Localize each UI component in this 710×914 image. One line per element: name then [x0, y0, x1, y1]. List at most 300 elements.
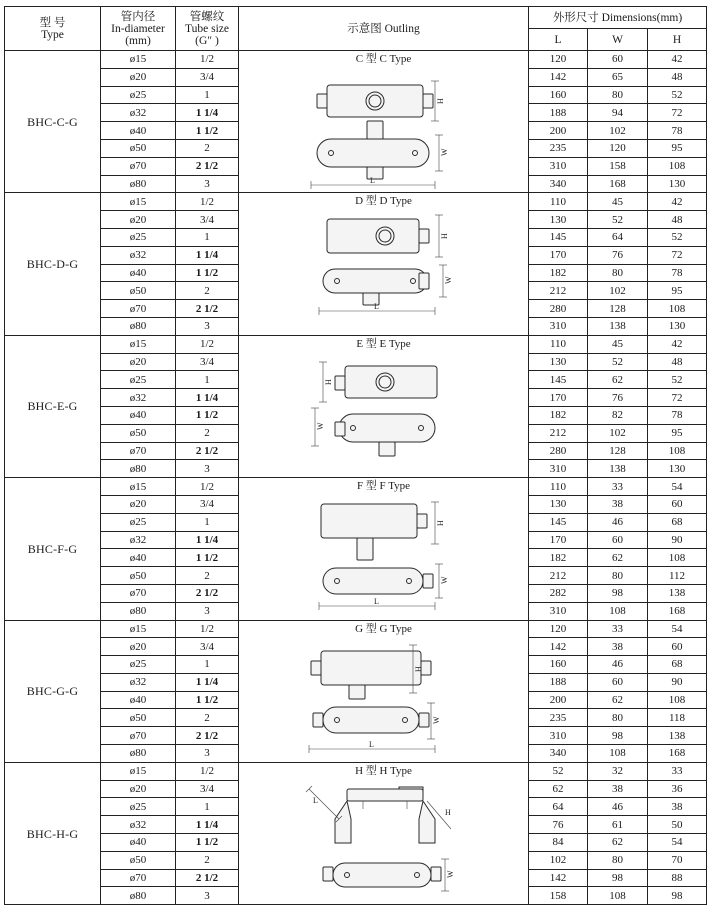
- tube-size-cell: 1: [176, 371, 239, 389]
- dim-l-cell: 182: [529, 406, 588, 424]
- diameter-cell: ø25: [101, 513, 176, 531]
- diagram-title: G 型 G Type: [355, 622, 412, 635]
- dim-w-cell: 62: [588, 371, 648, 389]
- dim-w-cell: 45: [588, 193, 648, 211]
- dim-w-cell: 108: [588, 602, 648, 620]
- header-col-h: H: [648, 29, 707, 51]
- dim-w-cell: 62: [588, 549, 648, 567]
- tube-size-cell: 3: [176, 887, 239, 905]
- diameter-cell: ø15: [101, 620, 176, 638]
- diameter-cell: ø80: [101, 745, 176, 763]
- tube-size-cell: 3: [176, 745, 239, 763]
- diameter-cell: ø15: [101, 762, 176, 780]
- diameter-cell: ø50: [101, 709, 176, 727]
- tube-size-cell: 1/2: [176, 335, 239, 353]
- tube-size-cell: 1/2: [176, 620, 239, 638]
- svg-text:L: L: [374, 597, 379, 607]
- diameter-cell: ø50: [101, 851, 176, 869]
- dim-h-cell: 138: [648, 584, 707, 602]
- tube-size-cell: 1/2: [176, 51, 239, 69]
- dim-l-cell: 145: [529, 371, 588, 389]
- tube-size-cell: 3: [176, 317, 239, 335]
- f-type-drawing: [239, 478, 529, 620]
- diameter-cell: ø20: [101, 68, 176, 86]
- dim-w-cell: 102: [588, 424, 648, 442]
- tube-size-cell: 1 1/4: [176, 246, 239, 264]
- tube-size-cell: 1: [176, 798, 239, 816]
- svg-text:L: L: [313, 795, 318, 805]
- diameter-cell: ø32: [101, 389, 176, 407]
- tube-size-cell: 3/4: [176, 211, 239, 229]
- dim-l-cell: 200: [529, 691, 588, 709]
- diameter-cell: ø32: [101, 673, 176, 691]
- dim-w-cell: 98: [588, 869, 648, 887]
- dim-h-cell: 38: [648, 798, 707, 816]
- table-row: [5, 478, 707, 496]
- dim-h-cell: 130: [648, 460, 707, 478]
- tube-size-cell: 1 1/2: [176, 406, 239, 424]
- diameter-cell: ø70: [101, 869, 176, 887]
- diameter-cell: ø40: [101, 264, 176, 282]
- diameter-cell: ø20: [101, 495, 176, 513]
- tube-size-cell: 2 1/2: [176, 442, 239, 460]
- diagram-d-type: [239, 193, 529, 335]
- diameter-cell: ø70: [101, 157, 176, 175]
- dim-w-cell: 46: [588, 513, 648, 531]
- dim-h-cell: 78: [648, 406, 707, 424]
- tube-size-cell: 1 1/4: [176, 389, 239, 407]
- tube-size-cell: 1: [176, 656, 239, 674]
- dim-h-cell: 98: [648, 887, 707, 905]
- tube-size-cell: 3/4: [176, 353, 239, 371]
- g-type-drawing: [239, 621, 529, 763]
- tube-size-cell: 3: [176, 175, 239, 193]
- dim-h-cell: 52: [648, 228, 707, 246]
- type-cell: BHC-E-G: [5, 335, 101, 477]
- diameter-cell: ø50: [101, 139, 176, 157]
- diameter-cell: ø15: [101, 478, 176, 496]
- dim-h-cell: 108: [648, 157, 707, 175]
- dim-w-cell: 102: [588, 122, 648, 140]
- diagram-g-type: [239, 620, 529, 762]
- dim-h-cell: 78: [648, 122, 707, 140]
- dim-h-cell: 33: [648, 762, 707, 780]
- dim-w-cell: 60: [588, 673, 648, 691]
- tube-size-cell: 1 1/2: [176, 691, 239, 709]
- diameter-cell: ø32: [101, 531, 176, 549]
- dim-l-cell: 310: [529, 602, 588, 620]
- dim-h-cell: 50: [648, 816, 707, 834]
- header-dia-en: In-diameter: [111, 22, 165, 35]
- spec-table-body: [5, 51, 707, 905]
- diameter-cell: ø80: [101, 460, 176, 478]
- dim-w-cell: 62: [588, 834, 648, 852]
- dim-l-cell: 182: [529, 549, 588, 567]
- type-cell: BHC-F-G: [5, 478, 101, 620]
- dim-h-cell: 168: [648, 745, 707, 763]
- diagram-wrapper: [239, 193, 528, 334]
- dim-w-cell: 64: [588, 228, 648, 246]
- dim-h-cell: 54: [648, 620, 707, 638]
- header-type-en: Type: [41, 28, 64, 41]
- tube-size-cell: 2: [176, 851, 239, 869]
- dim-w-cell: 80: [588, 264, 648, 282]
- dim-l-cell: 142: [529, 638, 588, 656]
- tube-size-cell: 2: [176, 139, 239, 157]
- tube-size-cell: 1 1/4: [176, 816, 239, 834]
- tube-size-cell: 3/4: [176, 495, 239, 513]
- svg-text:H: H: [324, 378, 333, 385]
- dim-l-cell: 160: [529, 86, 588, 104]
- table-row: [5, 193, 707, 211]
- diameter-cell: ø80: [101, 317, 176, 335]
- svg-text:L: L: [370, 176, 375, 185]
- dim-h-cell: 130: [648, 317, 707, 335]
- dim-h-cell: 108: [648, 442, 707, 460]
- dim-w-cell: 98: [588, 727, 648, 745]
- svg-text:W: W: [444, 276, 453, 285]
- h-type-drawing: [239, 763, 529, 905]
- diagram-wrapper: [239, 51, 528, 192]
- diagram-title: D 型 D Type: [355, 195, 412, 208]
- svg-text:W: W: [446, 870, 455, 878]
- dim-h-cell: 72: [648, 389, 707, 407]
- tube-size-cell: 2: [176, 567, 239, 585]
- table-row: [5, 620, 707, 638]
- dim-w-cell: 128: [588, 300, 648, 318]
- dim-h-cell: 130: [648, 175, 707, 193]
- dim-h-cell: 54: [648, 834, 707, 852]
- d-type-drawing: [239, 193, 529, 335]
- dim-h-cell: 95: [648, 282, 707, 300]
- dim-l-cell: 84: [529, 834, 588, 852]
- header-dia-cn: 管内径: [120, 10, 156, 23]
- dim-w-cell: 60: [588, 51, 648, 69]
- dim-w-cell: 38: [588, 638, 648, 656]
- svg-text:H: H: [445, 807, 451, 817]
- dim-l-cell: 310: [529, 317, 588, 335]
- header-tube-cn: 管螺纹: [189, 10, 225, 23]
- dim-h-cell: 60: [648, 495, 707, 513]
- dim-l-cell: 130: [529, 495, 588, 513]
- dim-l-cell: 160: [529, 656, 588, 674]
- diagram-h-type: [239, 762, 529, 904]
- tube-size-cell: 2 1/2: [176, 584, 239, 602]
- dim-w-cell: 108: [588, 745, 648, 763]
- dim-l-cell: 212: [529, 282, 588, 300]
- dim-l-cell: 110: [529, 335, 588, 353]
- diameter-cell: ø40: [101, 834, 176, 852]
- dim-l-cell: 340: [529, 175, 588, 193]
- dim-w-cell: 138: [588, 460, 648, 478]
- dim-l-cell: 145: [529, 513, 588, 531]
- tube-size-cell: 2 1/2: [176, 869, 239, 887]
- diameter-cell: ø32: [101, 104, 176, 122]
- c-type-drawing: [239, 51, 529, 193]
- dim-l-cell: 310: [529, 727, 588, 745]
- svg-text:H: H: [436, 520, 445, 527]
- dim-l-cell: 145: [529, 228, 588, 246]
- dim-w-cell: 33: [588, 478, 648, 496]
- tube-size-cell: 2 1/2: [176, 727, 239, 745]
- header-tube-en: Tube size: [185, 22, 229, 35]
- dim-w-cell: 52: [588, 353, 648, 371]
- diagram-wrapper: [239, 763, 528, 904]
- dim-w-cell: 80: [588, 709, 648, 727]
- dim-w-cell: 80: [588, 86, 648, 104]
- diameter-cell: ø50: [101, 282, 176, 300]
- tube-size-cell: 2: [176, 424, 239, 442]
- header-col-w: W: [588, 29, 648, 51]
- diameter-cell: ø70: [101, 727, 176, 745]
- dim-h-cell: 90: [648, 673, 707, 691]
- dim-l-cell: 280: [529, 300, 588, 318]
- diameter-cell: ø20: [101, 780, 176, 798]
- tube-size-cell: 3/4: [176, 638, 239, 656]
- type-cell: BHC-G-G: [5, 620, 101, 762]
- diameter-cell: ø40: [101, 691, 176, 709]
- dim-w-cell: 38: [588, 780, 648, 798]
- dim-l-cell: 188: [529, 104, 588, 122]
- dim-w-cell: 32: [588, 762, 648, 780]
- diameter-cell: ø40: [101, 122, 176, 140]
- tube-size-cell: 1 1/4: [176, 104, 239, 122]
- dim-h-cell: 48: [648, 353, 707, 371]
- diameter-cell: ø80: [101, 175, 176, 193]
- header-type: [5, 7, 101, 51]
- diameter-cell: ø50: [101, 567, 176, 585]
- dim-h-cell: 52: [648, 371, 707, 389]
- dim-l-cell: 102: [529, 851, 588, 869]
- diagram-c-type: [239, 51, 529, 193]
- dim-h-cell: 108: [648, 549, 707, 567]
- dim-l-cell: 182: [529, 264, 588, 282]
- dim-h-cell: 42: [648, 335, 707, 353]
- dim-h-cell: 60: [648, 638, 707, 656]
- dim-w-cell: 52: [588, 211, 648, 229]
- tube-size-cell: 1 1/2: [176, 834, 239, 852]
- dim-w-cell: 82: [588, 406, 648, 424]
- table-row: [5, 762, 707, 780]
- dim-l-cell: 310: [529, 460, 588, 478]
- dim-l-cell: 120: [529, 51, 588, 69]
- diameter-cell: ø15: [101, 335, 176, 353]
- tube-size-cell: 3/4: [176, 780, 239, 798]
- dim-w-cell: 65: [588, 68, 648, 86]
- tube-size-cell: 3: [176, 602, 239, 620]
- svg-text:W: W: [440, 148, 449, 156]
- dim-l-cell: 212: [529, 567, 588, 585]
- table-row: [5, 335, 707, 353]
- dim-h-cell: 36: [648, 780, 707, 798]
- dim-l-cell: 76: [529, 816, 588, 834]
- diagram-wrapper: [239, 478, 528, 619]
- tube-size-cell: 2 1/2: [176, 300, 239, 318]
- svg-text:H: H: [440, 233, 449, 240]
- dim-l-cell: 158: [529, 887, 588, 905]
- diameter-cell: ø20: [101, 353, 176, 371]
- dim-l-cell: 310: [529, 157, 588, 175]
- dim-w-cell: 38: [588, 495, 648, 513]
- diameter-cell: ø15: [101, 51, 176, 69]
- dim-h-cell: 118: [648, 709, 707, 727]
- dim-h-cell: 70: [648, 851, 707, 869]
- diagram-title: C 型 C Type: [355, 53, 412, 65]
- dim-l-cell: 110: [529, 193, 588, 211]
- dim-w-cell: 76: [588, 246, 648, 264]
- diameter-cell: ø25: [101, 228, 176, 246]
- tube-size-cell: 1/2: [176, 478, 239, 496]
- dim-w-cell: 46: [588, 798, 648, 816]
- type-cell: BHC-H-G: [5, 762, 101, 904]
- tube-size-cell: 2: [176, 709, 239, 727]
- dim-h-cell: 52: [648, 86, 707, 104]
- dim-h-cell: 88: [648, 869, 707, 887]
- dim-h-cell: 108: [648, 691, 707, 709]
- tube-size-cell: 3: [176, 460, 239, 478]
- dim-w-cell: 158: [588, 157, 648, 175]
- tube-size-cell: 1: [176, 228, 239, 246]
- diameter-cell: ø20: [101, 211, 176, 229]
- tube-size-cell: 1: [176, 513, 239, 531]
- dim-h-cell: 78: [648, 264, 707, 282]
- dim-h-cell: 42: [648, 51, 707, 69]
- dim-h-cell: 108: [648, 300, 707, 318]
- dim-h-cell: 95: [648, 424, 707, 442]
- dim-h-cell: 54: [648, 478, 707, 496]
- diagram-e-type: [239, 335, 529, 477]
- dim-w-cell: 76: [588, 389, 648, 407]
- type-cell: BHC-C-G: [5, 51, 101, 193]
- diameter-cell: ø50: [101, 424, 176, 442]
- svg-text:H: H: [414, 665, 423, 672]
- header-outline: 示意图 Outling: [239, 7, 529, 51]
- type-cell: BHC-D-G: [5, 193, 101, 335]
- tube-size-cell: 1: [176, 86, 239, 104]
- dim-l-cell: 110: [529, 478, 588, 496]
- dim-w-cell: 102: [588, 282, 648, 300]
- diameter-cell: ø40: [101, 549, 176, 567]
- dim-h-cell: 68: [648, 656, 707, 674]
- diagram-title: F 型 F Type: [356, 480, 411, 493]
- dim-w-cell: 168: [588, 175, 648, 193]
- header-tube: [176, 7, 239, 51]
- tube-size-cell: 2: [176, 282, 239, 300]
- header-diameter: [101, 7, 176, 51]
- dim-h-cell: 90: [648, 531, 707, 549]
- dim-h-cell: 42: [648, 193, 707, 211]
- tube-size-cell: 1 1/2: [176, 264, 239, 282]
- tube-size-cell: 1/2: [176, 193, 239, 211]
- header-dimensions: 外形尺寸 Dimensions(mm): [529, 7, 707, 29]
- dim-h-cell: 48: [648, 211, 707, 229]
- tube-size-cell: 1 1/4: [176, 673, 239, 691]
- diagram-title: E 型 E Type: [356, 337, 411, 350]
- dim-h-cell: 138: [648, 727, 707, 745]
- dim-l-cell: 340: [529, 745, 588, 763]
- dim-w-cell: 80: [588, 851, 648, 869]
- diameter-cell: ø15: [101, 193, 176, 211]
- dim-w-cell: 128: [588, 442, 648, 460]
- dim-h-cell: 72: [648, 104, 707, 122]
- dim-l-cell: 200: [529, 122, 588, 140]
- diagram-wrapper: [239, 336, 528, 477]
- diameter-cell: ø25: [101, 798, 176, 816]
- tube-size-cell: 1 1/2: [176, 549, 239, 567]
- svg-text:L: L: [369, 739, 374, 749]
- diameter-cell: ø32: [101, 246, 176, 264]
- dim-l-cell: 170: [529, 389, 588, 407]
- diameter-cell: ø80: [101, 887, 176, 905]
- header-tube-unit: (G″ ): [195, 34, 219, 47]
- diameter-cell: ø40: [101, 406, 176, 424]
- dim-w-cell: 80: [588, 567, 648, 585]
- diameter-cell: ø80: [101, 602, 176, 620]
- dim-l-cell: 64: [529, 798, 588, 816]
- tube-size-cell: 2 1/2: [176, 157, 239, 175]
- dim-l-cell: 235: [529, 709, 588, 727]
- dim-w-cell: 120: [588, 139, 648, 157]
- dim-w-cell: 60: [588, 531, 648, 549]
- dim-l-cell: 142: [529, 68, 588, 86]
- dim-w-cell: 94: [588, 104, 648, 122]
- diagram-title: H 型 H Type: [355, 764, 412, 777]
- diameter-cell: ø70: [101, 584, 176, 602]
- dim-w-cell: 33: [588, 620, 648, 638]
- dim-h-cell: 168: [648, 602, 707, 620]
- diagram-f-type: [239, 478, 529, 620]
- dim-l-cell: 188: [529, 673, 588, 691]
- diameter-cell: ø70: [101, 300, 176, 318]
- diameter-cell: ø70: [101, 442, 176, 460]
- svg-text:W: W: [440, 576, 449, 585]
- spec-table: [4, 6, 707, 905]
- dim-l-cell: 170: [529, 246, 588, 264]
- dim-w-cell: 138: [588, 317, 648, 335]
- dim-l-cell: 282: [529, 584, 588, 602]
- dim-h-cell: 112: [648, 567, 707, 585]
- dim-h-cell: 68: [648, 513, 707, 531]
- svg-text:H: H: [436, 98, 445, 104]
- header-dia-unit: (mm): [125, 34, 151, 47]
- dim-w-cell: 45: [588, 335, 648, 353]
- diameter-cell: ø25: [101, 86, 176, 104]
- svg-text:L: L: [374, 302, 379, 312]
- tube-size-cell: 3/4: [176, 68, 239, 86]
- tube-size-cell: 1/2: [176, 762, 239, 780]
- dim-l-cell: 130: [529, 353, 588, 371]
- tube-size-cell: 1 1/2: [176, 122, 239, 140]
- dim-w-cell: 61: [588, 816, 648, 834]
- dim-l-cell: 170: [529, 531, 588, 549]
- dim-w-cell: 98: [588, 584, 648, 602]
- svg-text:W: W: [432, 715, 441, 724]
- dim-l-cell: 235: [529, 139, 588, 157]
- dim-l-cell: 280: [529, 442, 588, 460]
- svg-text:W: W: [316, 422, 325, 430]
- dim-l-cell: 120: [529, 620, 588, 638]
- dim-h-cell: 48: [648, 68, 707, 86]
- e-type-drawing: [239, 336, 529, 478]
- header-type-cn: 型 号: [39, 16, 66, 29]
- dim-l-cell: 212: [529, 424, 588, 442]
- dim-l-cell: 52: [529, 762, 588, 780]
- dim-l-cell: 62: [529, 780, 588, 798]
- dim-l-cell: 142: [529, 869, 588, 887]
- tube-size-cell: 1 1/4: [176, 531, 239, 549]
- header-col-l: L: [529, 29, 588, 51]
- dim-h-cell: 72: [648, 246, 707, 264]
